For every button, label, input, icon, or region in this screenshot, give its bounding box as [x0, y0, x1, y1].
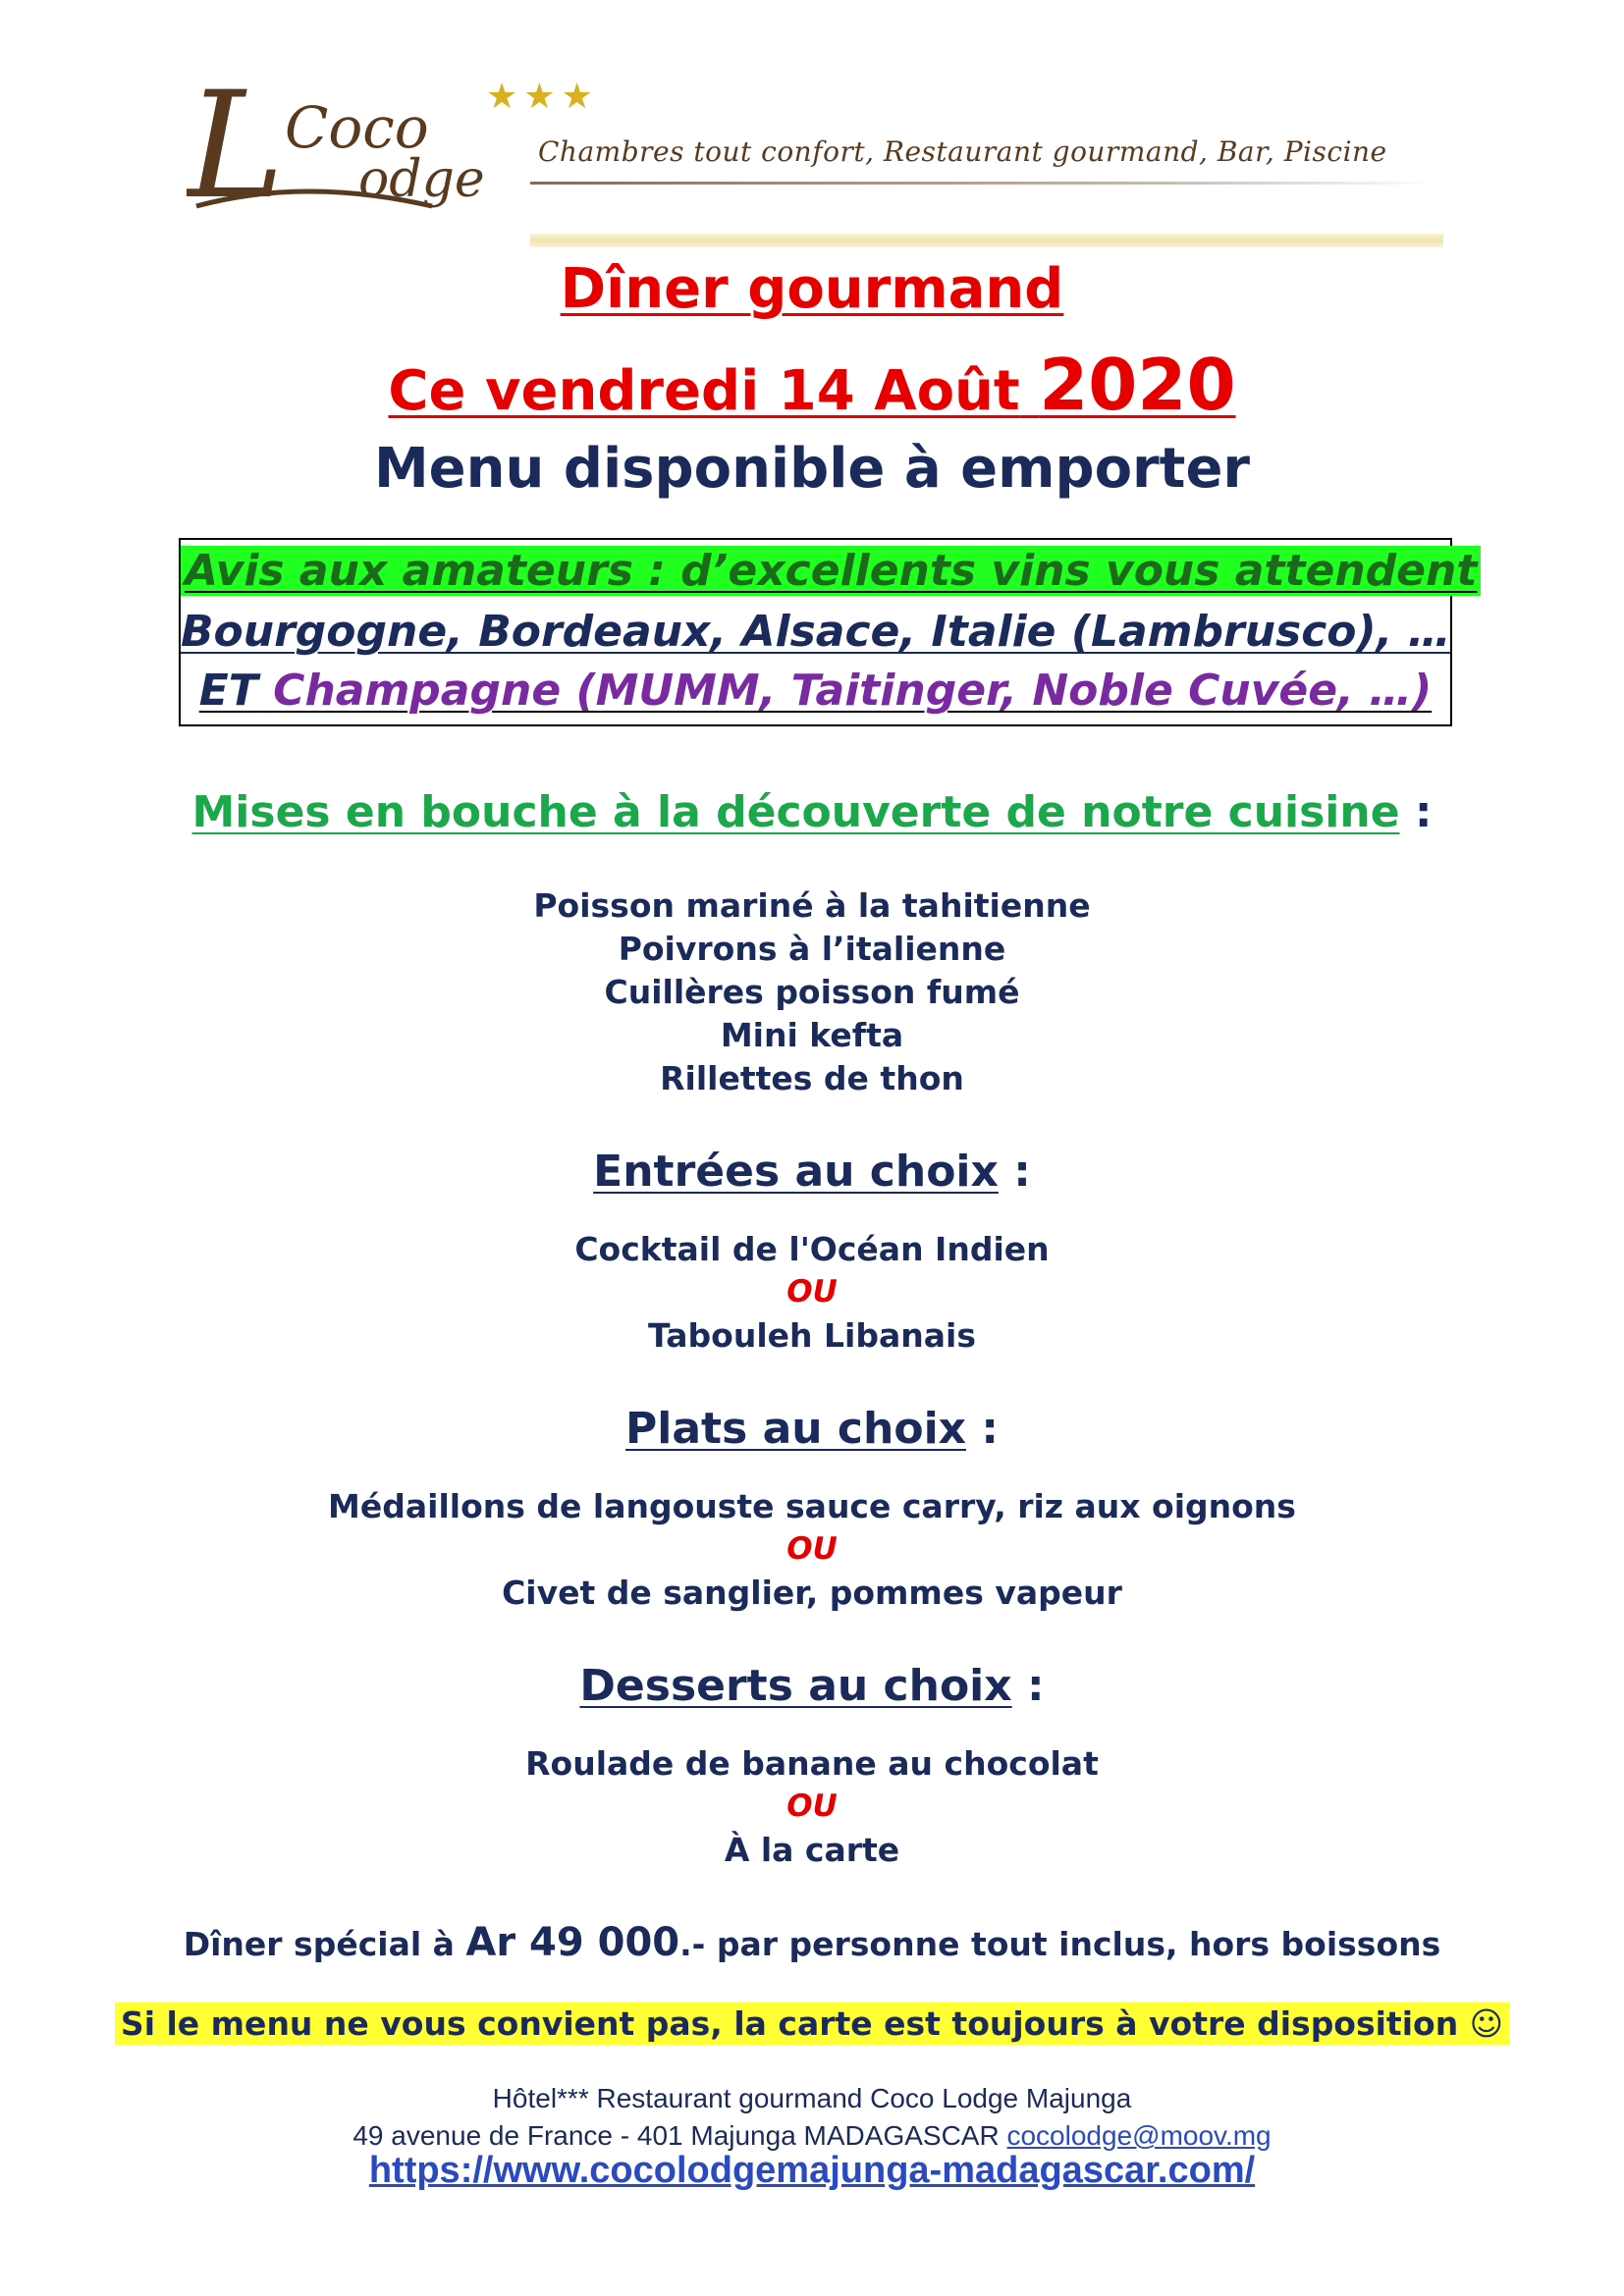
list-item: Poisson mariné à la tahitienne — [533, 886, 1091, 925]
svg-text:odge: odge — [358, 150, 485, 209]
or-separator: OU — [786, 1789, 838, 1824]
notice-row — [0, 2002, 1624, 2045]
price-line: Dîner spécial à Ar 49 000.- par personne tout inclus, hors boissons — [183, 1920, 1441, 1965]
tagline-divider — [530, 182, 1434, 185]
website-link[interactable]: https://www.cocolodgemajunga-madagascar.com/ — [368, 2150, 1256, 2191]
hotel-stars: ★★★ — [486, 77, 599, 117]
list-item: Poivrons à l’italienne — [618, 930, 1006, 968]
title-year: 2020 — [1039, 344, 1236, 426]
dessert-option-2: À la carte — [724, 1831, 900, 1869]
entree-option-2: Tabouleh Libanais — [648, 1316, 976, 1355]
or-separator: OU — [786, 1531, 838, 1567]
price-amount: Ar 49 000 — [465, 1920, 680, 1965]
section-plats: Plats au choix : — [625, 1404, 999, 1454]
email-link[interactable]: cocolodge@moov.mg — [1006, 2120, 1272, 2151]
section-desserts: Desserts au choix : — [579, 1661, 1045, 1711]
coco-lodge-logo — [187, 69, 530, 226]
title-takeaway: Menu disponible à emporter — [373, 437, 1251, 501]
wine-announcement: Avis aux amateurs : d’excellents vins vous attendent — [181, 546, 1450, 596]
plat-option-1: Médaillons de langouste sauce carry, riz aux oignons — [328, 1487, 1296, 1525]
list-item: Mini kefta — [720, 1016, 904, 1054]
tagline: Chambres tout confort, Restaurant gourmand, Bar, Piscine — [538, 135, 1387, 168]
svg-text:L: L — [187, 69, 285, 226]
or-separator: OU — [786, 1274, 838, 1309]
entree-option-1: Cocktail de l'Océan Indien — [574, 1230, 1050, 1268]
section-mises-en-bouche: Mises en bouche à la découverte de notre cuisine : — [191, 787, 1433, 837]
footer-hotel-name: Hôtel*** Restaurant gourmand Coco Lodge Majunga — [492, 2083, 1132, 2113]
wine-champagne: ET Champagne (MUMM, Taitinger, Noble Cuvée, …) — [198, 666, 1433, 716]
dessert-option-1: Roulade de banane au chocolat — [525, 1744, 1099, 1783]
section-entrees: Entrées au choix : — [593, 1147, 1031, 1197]
plat-option-2: Civet de sanglier, pommes vapeur — [502, 1574, 1122, 1612]
menu-notice: Si le menu ne vous convient pas, la carte est toujours à votre disposition ☺ — [115, 2002, 1509, 2045]
svg-text:Coco: Coco — [285, 94, 429, 161]
list-item: Rillettes de thon — [660, 1059, 964, 1097]
decorative-gold-bar — [530, 234, 1443, 247]
wine-box — [179, 538, 1478, 726]
title-diner-gourmand: Dîner gourmand — [560, 257, 1064, 321]
list-item: Cuillères poisson fumé — [604, 973, 1020, 1011]
footer-address: 49 avenue de France - 401 Majunga MADAGASCAR cocolodge@moov.mg — [352, 2120, 1272, 2151]
title-date: Ce vendredi 14 Août 2020 — [388, 344, 1236, 426]
wine-regions: Bourgogne, Bordeaux, Alsace, Italie (Lambrusco), … — [181, 607, 1451, 657]
